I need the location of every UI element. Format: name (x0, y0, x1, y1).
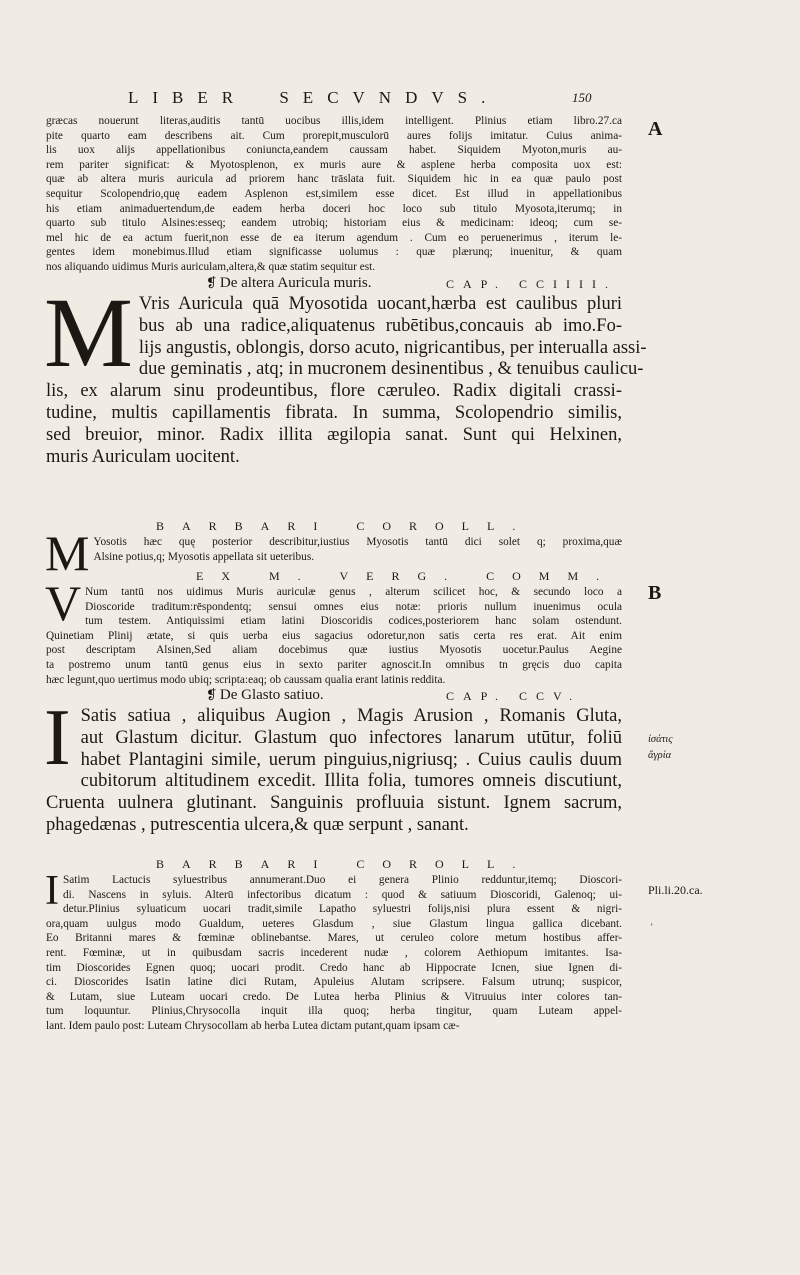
margin-reference-note: Pli.li.20.ca. (648, 883, 703, 897)
drop-cap: M (45, 525, 90, 581)
text-line: post descriptam Alsinen,Sed aliam docebimus quæ iustius Myosotis uocetur.Paulus Aegine (46, 644, 622, 657)
text-line: tim Dioscorides Egnen quoq; uocari prodit. Credo hanc ab Hippocrate Icnen, siue Ignen di- (46, 961, 622, 974)
text-block-continuation (46, 114, 622, 275)
drop-cap: V (45, 575, 82, 631)
text-line: quarto sub titulo Alsines:esseq; eandem utrobiq; historiam eius & medicinam: ideoq; cum se- (46, 217, 622, 230)
text-line: & Lutam, siue Luteam uocari credo. De Lutea herba Plinius & Vitruuius inter colores tan- (46, 990, 622, 1003)
text-line: phagedænas , putrescentia ulcera,& quæ serpunt , sanant. (46, 814, 469, 835)
text-line: ora,quam uulgus modo Gualdum, ueteres Glasdum , siue Glastum lingua gallica dicebant. (46, 917, 622, 930)
text-line: mel hic de ea actum fuerit,non esse de ea iterum agendum . Cum eo peruenerimus , iterum le- (46, 231, 622, 244)
commentary-lines (45, 868, 622, 1034)
text-line: tum loquuntur. Plinius,Chrysocolla inquit illa quoq; herba tingitur, quam Luteam appel- (46, 1005, 622, 1018)
text-line: ta postremo unum tantū genus eius in sexto pariter agnoscit.In omnibus tn gręcis duo capita (46, 658, 622, 671)
text-line: habet Plantagini simile, uerum pinguius,nigriusq; . Cuius caulis duum (80, 749, 622, 770)
text-line: Vris Auricula quā Myosotida uocant,hærba est caulibus pluri (138, 294, 622, 314)
section-cap-204 (44, 275, 647, 468)
text-line: rem pariter significat: & Myotosplenon, ex muris aure & asplene herba composita uox est: (46, 158, 622, 171)
text-line: lant. Idem paulo post: Luteam Chrysocollam ab herba Lutea dictam putant,quam ipsam cæ- (46, 1019, 460, 1032)
text-line: due geminatis , atq; in mucronem desinentibus , & tenuibus caulicu- (138, 359, 644, 380)
text-line: græcas nouerunt literas,auditis tantū uocibus illis,idem intelligent. Plinius etiam libro.27.ca (46, 115, 622, 127)
margin-mark: ' (651, 922, 653, 932)
text-line: lis uox alijs appellationibus coniuncta,eandem caussam habet. Siquidem Myoton,muris au- (46, 144, 622, 157)
text-line: nos aliquando uidimus Muris auriculam,altera,& quæ statim sequitur est. (46, 260, 376, 273)
text-line: Alsine potius,q; Myosotis appellata sit ueteribus. (93, 550, 315, 563)
text-line: ci. Dioscorides Isatin latine dici Rutam, Apuleius Alutam scripsere. Falsum utrunq; suspicor, (46, 976, 622, 989)
text-line: his etiam animaduertendum,de eadem herba doceri hoc loco sub titulo Myosota,iterumq; in (46, 202, 622, 215)
rubric-title: EX M. VERG. COMM. (196, 569, 618, 583)
paragraph-mark-icon: ❡ (206, 275, 217, 290)
text-line: detur.Plinius syluaticum uocari tradit,simile Lapatho syluestri folijs,nisi plura essent & nigri- (63, 903, 622, 916)
margin-greek-note-1: ἰσάτις (648, 734, 673, 745)
section-heading (46, 687, 622, 705)
folio-number: 150 (572, 90, 592, 105)
text-line: quæ ab altera muris auricula ad priorem hanc trāslata fuit. Siquidem hic in ea quæ paulo post (46, 173, 622, 186)
text-line: lis, ex alarum sinu prodeuntibus, flore cæruleo. Radix digitali crassi- (46, 381, 622, 402)
margin-greek-note-2: ἄγρία (648, 750, 672, 761)
rubric-title: BARBARI COROLL. (156, 857, 534, 871)
running-title: LIBER SECVNDVS. (128, 88, 500, 107)
drop-cap: I (44, 694, 71, 782)
text-line: Dioscoride traditum:rēspondentq; sensui omnes eius notæ: prioris nullum inuenimus ocula (85, 600, 622, 613)
text-line: Cruenta uulnera glutinant. Sanguinis profluuia sistunt. Ignem sacrum, (46, 793, 622, 814)
text-line: sequitur Scolopendrio,quę eadem Asplenon est,similem esse dicet. Est illud in appellationibus (46, 187, 622, 200)
text-line: lijs angustis, oblongis, dorso acuto, nigricantibus, per interualla assi- (138, 337, 647, 358)
section-heading (46, 275, 622, 293)
heading-chapter: CAP. CCIIII. (446, 277, 618, 291)
text-line: cubitorum altitudinem excedit. Illita folia, tumores omneis discutiunt, (80, 771, 622, 792)
text-line: gentes idem monebimus.Illud etiam significasse uolumus : quæ plærunq; inuenitur, & quam (46, 246, 622, 259)
text-line: pite quarto eam describens ait. Cum prorepit,musculorū aures folijs imitatur. Cuius anima- (46, 129, 622, 142)
margin-letter-b: B (648, 582, 662, 604)
section-cap-205 (46, 687, 622, 837)
text-line: rent. Fœminæ, ut in quibusdam sacris incederent nudæ , colorem Aethiopum imitantes. Isa- (46, 946, 622, 959)
drop-cap: I (45, 868, 59, 914)
text-line: Satim Lactucis syluestribus annumerant.Duo ei genera Plinio redduntur,itemq; Dioscori- (63, 874, 622, 886)
text-line: hæc legunt,quo uertimus modo ubiq; scripta:eaq; ob caussam qualia erant latinis reddita. (46, 673, 446, 686)
text-line: Yosotis hæc quę posterior describitur,iustius Myosotis tantū dici solet q; proxima,quæ (93, 536, 622, 548)
commentary-vergilius (46, 569, 622, 687)
text-line: tudine, multis capillamentis fibrata. In summa, Scolopendrio similis, (46, 402, 622, 423)
text-line: aut Glastum dicitur. Glastum quo infectores lanarum utūtur, foliū (80, 727, 622, 748)
heading-title: De Glasto satiuo. (219, 687, 324, 703)
rubric-title: BARBARI COROLL. (156, 519, 534, 533)
heading-title: De altera Auricula muris. (219, 275, 372, 291)
commentary-barbari-2 (46, 857, 622, 1034)
text-line: tum testem. Antiquissimi etiam latini Dioscoridis codices,posteriorem hanc solam ostendunt. (85, 615, 622, 628)
text-line: di. Nascens in syluis. Alterū infectoribus dicatum : quod & satiuum Dioscoridi, Galenoq; ui- (63, 888, 622, 901)
heading-chapter: CAP. CCV. (446, 689, 582, 703)
margin-letter-a: A (648, 118, 663, 140)
commentary-lines (46, 535, 622, 564)
text-line: muris Auriculam uocitent. (46, 446, 240, 467)
text-line: Eo Britanni mares & fœminæ oblinebantse. Mares, ut ceruleo colore metum hostibus affer- (46, 932, 622, 945)
text-line: bus ab una radice,aliquatenus rubētibus,concauis ab imo.Fo- (138, 315, 622, 336)
text-line: Quinetiam Plinij ætate, si quis uerba eius sagacius odoretur,non satis certa res erat. Ait enim (46, 629, 622, 642)
paragraph-mark-icon: ❡ (206, 687, 217, 702)
text-line: Num tantū nos uidimus Muris auriculæ genus , alterum scilicet hoc, & secundo loco a (85, 586, 622, 598)
text-line: Satis satiua , aliquibus Augion , Magis Arusion , Romanis Gluta, (80, 706, 622, 726)
drop-cap: M (44, 277, 133, 388)
text-line: sed breuior, minor. Radix illita ægilopia sanat. Sunt qui Helxinen, (46, 424, 622, 445)
